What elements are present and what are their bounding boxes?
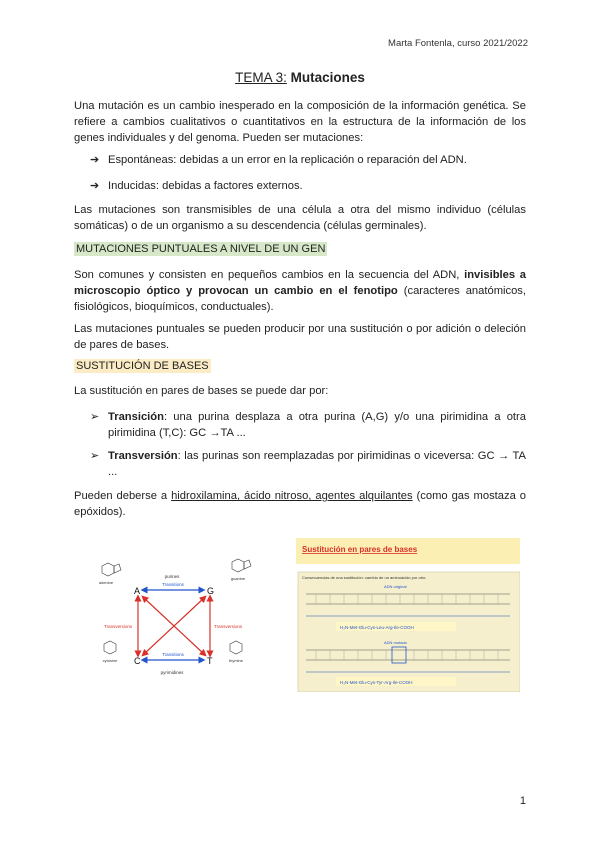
node-g: G — [207, 586, 215, 596]
guanine-label: guanine — [230, 576, 246, 581]
list-item — [90, 409, 526, 441]
dna-mutated-label: ADN mutado — [384, 640, 407, 645]
title-tema: TEMA 3: — [235, 70, 287, 85]
arrow-icon: ➔ — [90, 180, 100, 192]
transversions-label-left: Transversions — [104, 624, 133, 629]
section-heading-sustitucion: SUSTITUCIÓN DE BASES — [76, 360, 209, 372]
arrow-icon: ➔ — [90, 154, 100, 166]
dna-original-label: ADN original — [384, 584, 407, 589]
list-item — [90, 178, 526, 194]
arrowhead-icon: ➢ — [90, 411, 100, 423]
bold-term: Transversión — [108, 450, 178, 462]
page-title — [0, 70, 600, 85]
page-number: 1 — [519, 795, 526, 807]
transversions-label-right: Transversions — [214, 624, 243, 629]
text-run: : una purina desplaza a otra purina (A,G) y/o una pirimidina a otra pirimidina (T,C): GC →TA ... — [108, 411, 526, 439]
figure-title: Sustitución en pares de bases — [302, 545, 418, 554]
protein-sequence-1: H₂N-Met-Glu-Cys-Leu-Arg-Ile-COOH — [340, 625, 414, 630]
sustitucion-intro: La sustitución en pares de bases se puede dar por: — [74, 385, 329, 397]
list-item — [90, 448, 526, 480]
text-run: Son comunes y consisten en pequeños cambios en la secuencia del ADN, — [74, 269, 460, 281]
substitution-figure — [296, 538, 520, 692]
list-item-text — [108, 448, 526, 480]
protein-sequence-2: H₂N-Met-Glu-Cys-Tyr-Arg-Ile-COOH — [340, 680, 413, 685]
figure-caption: Consecuencias de una sustitución: cambio de un aminoácido por otro. — [302, 575, 427, 580]
intro-paragraph: Una mutación es un cambio inesperado en la composición de la información genética. Se refiere a cambios cualitativos o cuantitativos en la estructura de la información de los genes individuales y del genoma. Pueden ser mutaciones: — [74, 100, 526, 144]
text-run: (caracteres anatómicos, fisiológicos, bioquímicos, conductuales). — [74, 285, 527, 313]
text-run: (como gas mostaza o epóxidos). — [74, 490, 526, 518]
title-name: Mutaciones — [290, 70, 365, 85]
adenine-molecule-icon — [102, 563, 121, 576]
cytosine-molecule-icon — [104, 641, 116, 654]
text-run: : las purinas son reemplazadas por pirimidinas o viceversa: GC → TA ... — [108, 450, 526, 478]
list-item-text: Inducidas: debidas a factores externos. — [108, 180, 303, 192]
list-item-text — [108, 409, 526, 441]
bold-term: Transición — [108, 411, 164, 423]
section-heading-puntuales: MUTACIONES PUNTUALES A NIVEL DE UN GEN — [76, 243, 326, 255]
bold-text: invisibles a microscopio óptico y provocan un cambio en el fenotipo — [74, 269, 526, 297]
author-header: Marta Fontenla, curso 2021/2022 — [388, 38, 528, 49]
thymine-label: thymine — [228, 658, 244, 663]
thymine-molecule-icon — [230, 641, 242, 654]
puntuales-paragraph — [74, 267, 526, 315]
list-item — [90, 152, 526, 168]
causes-paragraph — [74, 488, 526, 520]
transitions-label-bottom: Transitions — [162, 652, 184, 657]
cytosine-label: cytosine — [102, 658, 118, 663]
guanine-molecule-icon — [232, 559, 251, 572]
list-item-text: Espontáneas: debidas a un error en la replicación o reparación del ADN. — [108, 154, 467, 166]
arrowhead-icon: ➢ — [90, 450, 100, 462]
figure-panel — [298, 572, 520, 692]
puntuales-paragraph-2: Las mutaciones puntuales se pueden producir por una sustitución o por adición o deleción de pares de bases. — [74, 323, 526, 351]
adenine-label: adenine — [98, 580, 114, 585]
node-c: C — [134, 656, 141, 666]
node-a: A — [134, 586, 141, 596]
transmission-paragraph: Las mutaciones son transmisibles de una célula a otra del mismo individuo (células somáticas) o de un organismo a su descendencia (células germinales). — [74, 204, 526, 232]
text-run: Pueden deberse a — [74, 490, 168, 502]
purines-label: purines — [164, 574, 180, 579]
node-t: T — [207, 656, 213, 666]
underlined-text: hidroxilamina, ácido nitroso, agentes alquilantes — [171, 490, 413, 502]
transitions-label-top: Transitions — [162, 582, 184, 587]
transitions-diagram — [84, 544, 264, 684]
pyrimidines-label: pyrimidines — [160, 670, 184, 675]
